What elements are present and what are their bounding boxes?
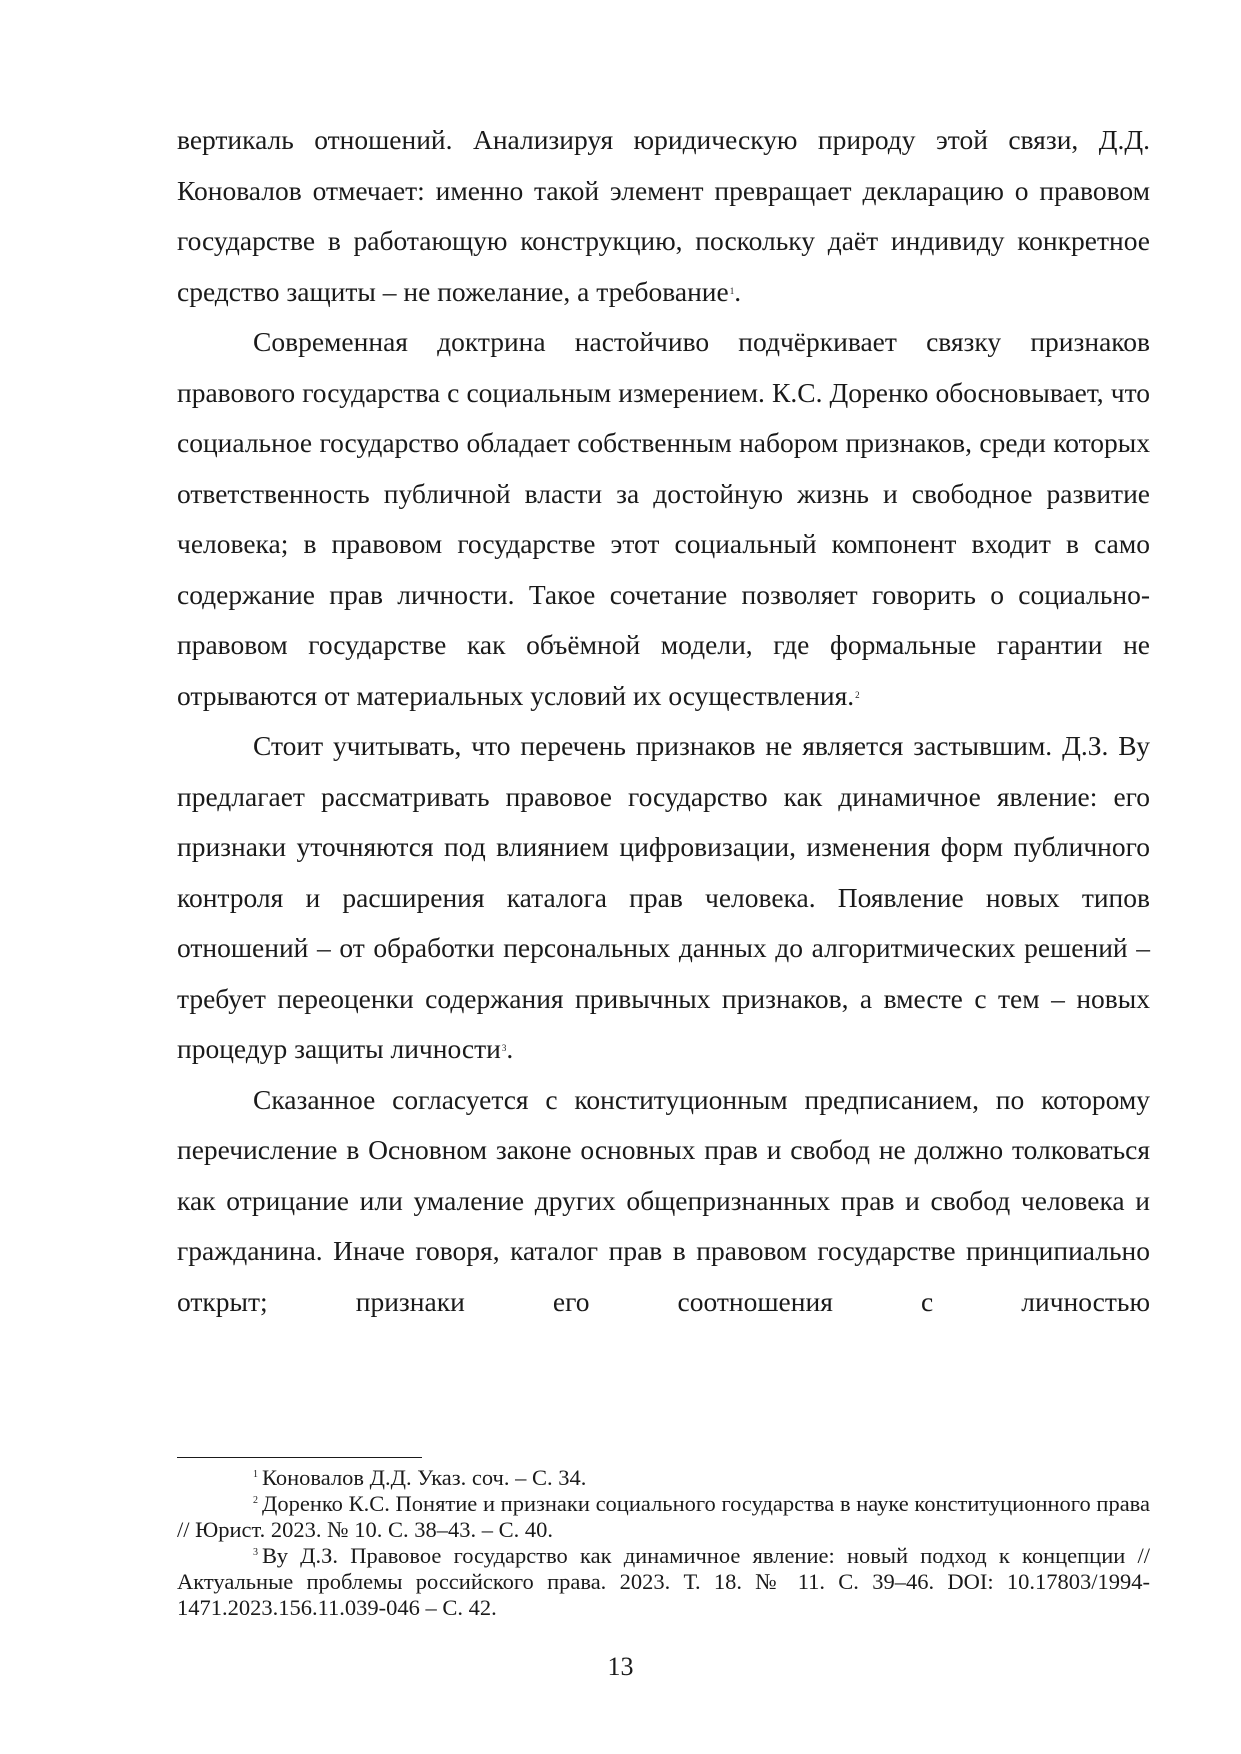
paragraph-text: Сказанное согласуется с конституционным предписанием, по которому перечисление в Основном законе основных прав и свобод не должно толковаться как отрицание или умаление других общепризнанных прав и свобод человека и гражданина. Иначе говоря, каталог прав в правовом государстве принципиально открыт; признаки его соотношения с личностью (177, 1083, 1150, 1317)
footnote (177, 1543, 1150, 1621)
footnote-number: 3 (253, 1547, 258, 1558)
footnote-ref[interactable]: 2 (855, 689, 860, 700)
footnote-number: 2 (253, 1495, 258, 1506)
footnote-separator (177, 1457, 422, 1458)
paragraph-tail: . (734, 275, 742, 307)
paragraph (177, 721, 1150, 1075)
footnote-ref[interactable]: 1 (729, 285, 735, 296)
paragraph-tail: . (506, 1033, 514, 1064)
paragraph-text: Современная доктрина настойчиво подчёркивает связку признаков правового государства с социальным измерением. К.С. Доренко обосновывает, что социальное государство обладает собственным набором признаков, среди которых ответственность публичной власти за достойную жизнь и свободное развитие человека; в правовом государстве этот социальный компонент входит в само содержание прав личности. Такое сочетание позволяет говорить о социально-правовом государстве как объёмной модели, где формальные гарантии не отрываются от материальных условий их осуществления. (177, 326, 1150, 711)
paragraph-text: Стоит учитывать, что перечень признаков не является застывшим. Д.З. Ву предлагает рассматривать правовое государство как динамичное явление: его признаки уточняются под влиянием цифровизации, изменения форм публичного контроля и расширения каталога прав человека. Появление новых типов отношений – от обработки персональных данных до алгоритмических решений – требует переоценки содержания привычных признаков, а вместе с тем – новых процедур защиты личности (177, 730, 1150, 1064)
footnote-text: Доренко К.С. Понятие и признаки социального государства в науке конституционного права // Юрист. 2023. № 10. С. 38–43. – С. 40. (177, 1491, 1150, 1542)
footnote-text: Коновалов Д.Д. Указ. соч. – С. 34. (262, 1465, 587, 1490)
paragraph-text: вертикаль отношений. Анализируя юридическую природу этой связи, Д.Д. Коновалов отмечает: именно такой элемент превращает декларацию о правовом государстве в работающую конструкцию, поскольку даёт индивиду конкретное средство защиты – не пожелание, а требование (177, 124, 1150, 307)
footnote (177, 1491, 1150, 1543)
page-number: 13 (607, 1652, 634, 1681)
paragraph (177, 317, 1150, 721)
footnote-number: 1 (253, 1469, 258, 1480)
paragraph (177, 1075, 1150, 1328)
body-text (177, 115, 1150, 1327)
footnote-text: Ву Д.З. Правовое государство как динамичное явление: новый подход к концепции // Актуальные проблемы российского права. 2023. Т. 18. № 11. С. 39–46. DOI: 10.17803/1994-1471.2023.156.11.039-046 – С. 42. (177, 1543, 1150, 1620)
paragraph-continuation (177, 115, 1150, 317)
footnote (177, 1465, 1150, 1491)
footnotes (177, 1465, 1150, 1621)
footnote-ref[interactable]: 3 (501, 1043, 507, 1053)
